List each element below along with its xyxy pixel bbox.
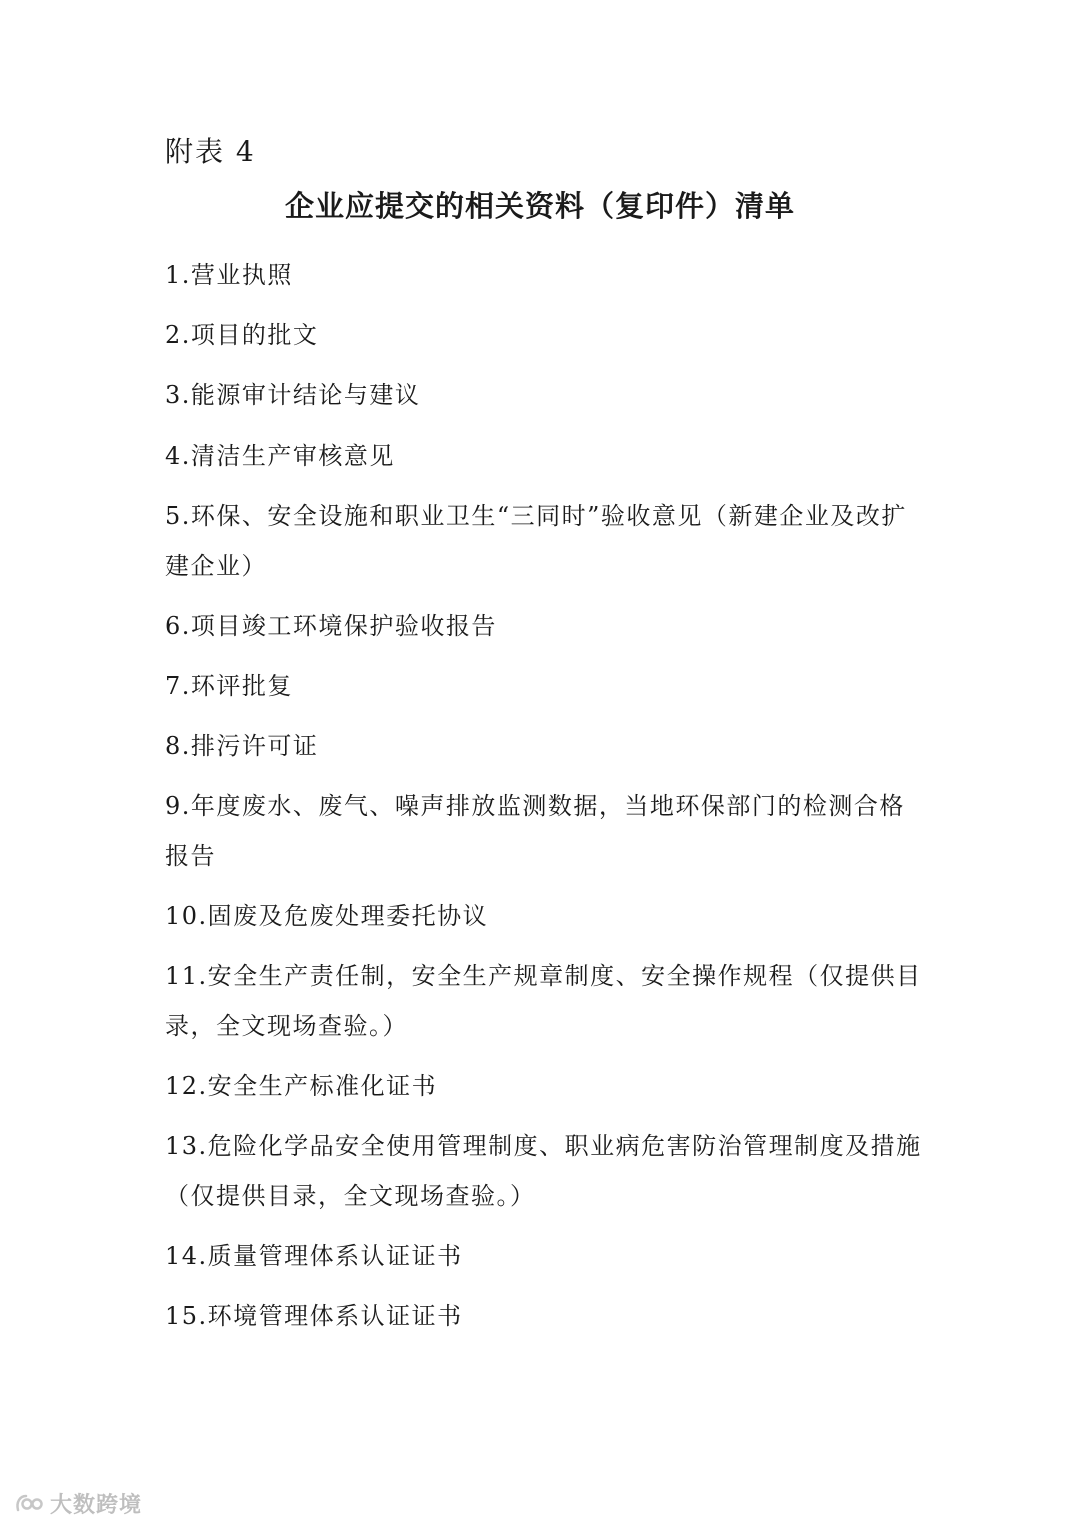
- list-item: 14.质量管理体系认证证书: [165, 1242, 463, 1270]
- list-item: 12.安全生产标准化证书: [165, 1072, 438, 1100]
- list-item: 13.危险化学品安全使用管理制度、职业病危害防治管理制度及措施（仅提供目录，全文现场查验。）: [165, 1132, 922, 1210]
- list-item: 5.环保、安全设施和职业卫生“三同时”验收意见（新建企业及改扩建企业）: [165, 502, 907, 580]
- watermark-text: 大数跨境: [50, 1493, 143, 1518]
- list-item: 4.清洁生产审核意见: [165, 442, 395, 470]
- list-item: 7.环评批复: [165, 672, 293, 700]
- list-item: 9.年度废水、废气、噪声排放监测数据，当地环保部门的检测合格报告: [165, 792, 905, 870]
- brand-logo-icon: [14, 1492, 44, 1516]
- appendix-label: 附表 4: [165, 135, 256, 168]
- watermark: [14, 1488, 142, 1519]
- list-item: 15.环境管理体系认证证书: [165, 1302, 463, 1330]
- document-title: 企业应提交的相关资料（复印件）清单: [284, 189, 795, 223]
- list-item: 1.营业执照: [165, 261, 293, 289]
- list-item: 2.项目的批文: [165, 321, 319, 349]
- list-item: 11.安全生产责任制，安全生产规章制度、安全操作规程（仅提供目录，全文现场查验。）: [165, 962, 922, 1040]
- list-item: 3.能源审计结论与建议: [165, 381, 421, 409]
- list-item: 10.固废及危废处理委托协议: [165, 902, 489, 930]
- list-item: 6.项目竣工环境保护验收报告: [165, 612, 497, 640]
- list-item: 8.排污许可证: [165, 732, 319, 760]
